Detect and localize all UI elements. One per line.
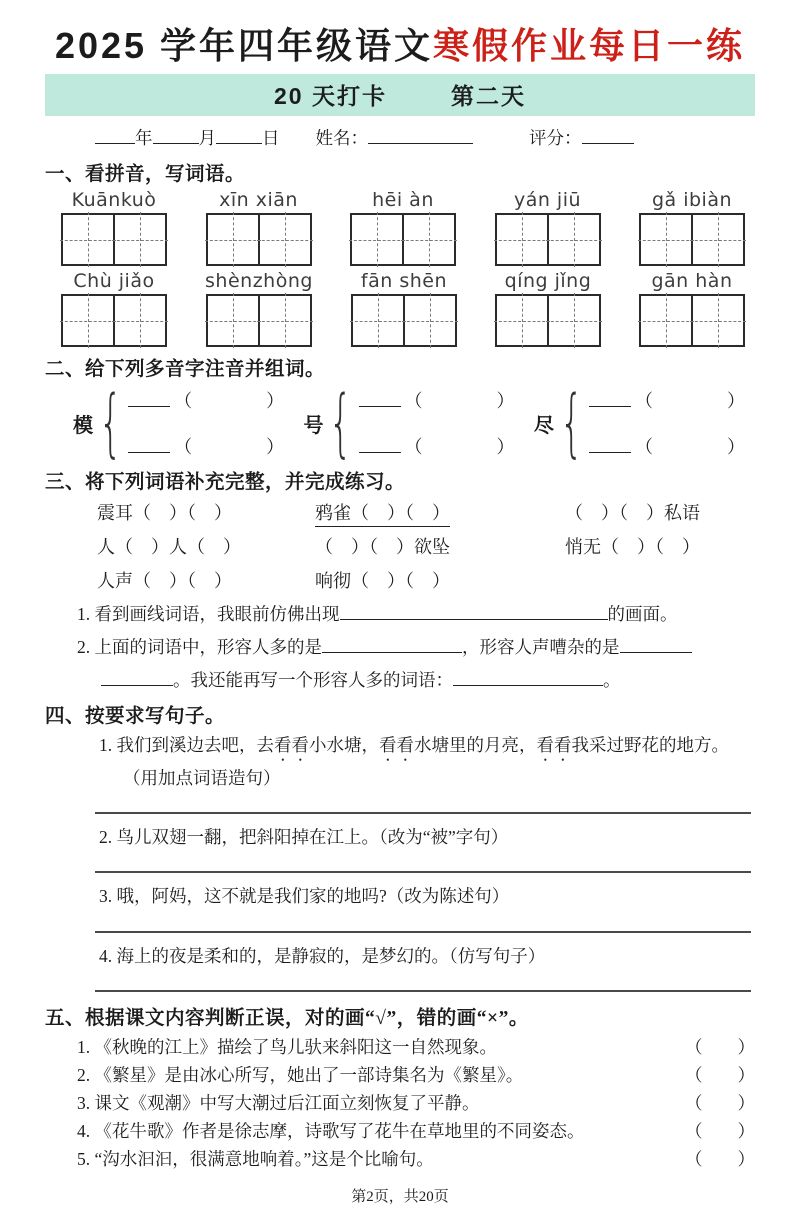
- writing-grid: [206, 213, 312, 266]
- sentence-item-4: 4. 海上的夜是柔和的，是静寂的，是梦幻的。（仿写句子）: [99, 945, 546, 966]
- phrase: （ ）（ ）欲坠: [315, 537, 450, 558]
- section4-heading: 四、按要求写句子。: [45, 706, 226, 728]
- banner-day-label: 第二天: [450, 83, 526, 110]
- answer-blank: [620, 637, 692, 653]
- name-blank: [368, 128, 473, 144]
- polyphone-groups: [45, 384, 755, 460]
- paren-open: （: [635, 437, 653, 458]
- writing-grid: [639, 213, 745, 266]
- answer-line: [95, 871, 751, 873]
- answer-blank: [453, 670, 603, 686]
- polyphone-group: [534, 386, 745, 460]
- paren-open: （: [635, 391, 653, 412]
- word-block: [206, 189, 312, 266]
- brace-icon: [99, 386, 123, 460]
- judgement-item-2: 2. 《繁星》是由冰心所写，她出了一部诗集名为《繁星》。 （ ）: [45, 1061, 755, 1089]
- day-banner: [45, 74, 755, 116]
- pinyin-label: Kuānkuò: [71, 189, 157, 212]
- judgement-item-4: 4. 《花牛歌》作者是徐志摩，诗歌写了花牛在草地里的不同姿态。 （ ）: [45, 1117, 755, 1145]
- pinyin-label: hēi àn: [372, 189, 434, 212]
- sentence-item-1: 1. 我们到溪边去吧，去看看小水塘，看看水塘里的月亮，看看我采过野花的地方。（用加点词语造句）: [99, 735, 729, 789]
- polyphone-group: [73, 386, 284, 460]
- title-text-black: 2025 学年四年级语文: [54, 25, 434, 66]
- phrase-underlined: 鸦雀（ ）（ ）: [315, 499, 565, 525]
- polyphone-answer-row: [359, 387, 515, 413]
- phrase: 响彻（ ）（ ）: [315, 571, 450, 592]
- phrase: 震耳（ ）（ ）: [97, 503, 232, 524]
- title-text-red: 寒假作业每日一练: [433, 25, 746, 66]
- pinyin-label: gǎ ibiàn: [651, 189, 733, 212]
- paren-close: ）: [727, 437, 745, 458]
- phrase: 悄无（ ）（ ）: [565, 537, 700, 558]
- paren-close: ）: [727, 391, 745, 412]
- section3-heading: 三、将下列词语补充完整，并完成练习。: [45, 472, 406, 494]
- pinyin-row-1: [45, 189, 755, 266]
- paren-open: （: [174, 437, 193, 458]
- pinyin-blank: [128, 437, 170, 453]
- word-block: [205, 270, 313, 347]
- answer-line: [95, 931, 751, 933]
- paren-close: ）: [496, 437, 515, 458]
- question-2-line2: 。我还能再写一个形容人多的词语： 。: [45, 666, 755, 694]
- polyphone-answer-row: [128, 433, 284, 459]
- page-title: [45, 24, 755, 67]
- score-label: 评分：: [529, 128, 582, 149]
- writing-grid: [495, 213, 601, 266]
- polyphone-answer-row: [589, 433, 745, 459]
- emphasized-word: 看看: [379, 735, 414, 756]
- judgement-paren: （ ）: [685, 1064, 755, 1085]
- paren-close: ）: [266, 391, 285, 412]
- pinyin-label: fān shēn: [360, 270, 447, 293]
- word-block: [639, 189, 745, 266]
- polyphone-char: 尽: [533, 414, 554, 437]
- polyphone-char: 模: [73, 414, 93, 437]
- answer-blank: [340, 604, 608, 620]
- judgement-paren: （ ）: [685, 1120, 755, 1141]
- brace-icon: [329, 386, 353, 460]
- brace-icon: [560, 386, 584, 460]
- question-2-line1: 2. 上面的词语中，形容人多的是 ，形容人声嘈杂的是: [45, 633, 755, 661]
- answer-line: [95, 990, 751, 992]
- polyphone-group: [303, 386, 514, 460]
- paren-close: ）: [266, 437, 285, 458]
- sentence-item-2: 2. 鸟儿双翅一翻，把斜阳掉在江上。（改为“被”字句）: [99, 827, 509, 848]
- pinyin-blank: [589, 391, 631, 407]
- sentence-item-3: 3. 哦，阿妈，这不就是我们家的地吗?（改为陈述句）: [99, 886, 510, 907]
- phrase: （ ）（ ）私语: [565, 503, 700, 524]
- polyphone-answer-row: [128, 387, 284, 413]
- paren-open: （: [404, 391, 423, 412]
- answer-line: [95, 812, 751, 814]
- paren-open: （: [174, 391, 193, 412]
- name-label: 姓名：: [315, 128, 368, 149]
- paren-open: （: [404, 437, 423, 458]
- day-blank: [216, 128, 262, 144]
- judgement-item-3: 3. 课文《观潮》中写大潮过后江面立刻恢复了平静。 （ ）: [45, 1089, 755, 1117]
- day-label: 日: [262, 128, 280, 149]
- pinyin-blank: [359, 391, 401, 407]
- pinyin-label: Chù jiǎo: [73, 270, 155, 293]
- phrase: 人声（ ）（ ）: [97, 571, 232, 592]
- judgement-paren: （ ）: [685, 1092, 755, 1113]
- word-block: [495, 189, 601, 266]
- banner-checkin-label: 20 天打卡: [274, 83, 387, 110]
- writing-grid: [205, 294, 313, 347]
- paren-close: ）: [496, 391, 515, 412]
- judgement-paren: （ ）: [685, 1148, 755, 1169]
- month-blank: [153, 128, 199, 144]
- section1-heading: 一、看拼音，写词语。: [45, 164, 246, 186]
- word-block: [61, 270, 167, 347]
- pinyin-label: qíng jǐng: [504, 270, 592, 293]
- writing-grid: [61, 294, 167, 347]
- page-number: 第2页，共20页: [351, 1188, 449, 1205]
- word-block: [61, 189, 167, 266]
- pinyin-label: shènzhòng: [205, 270, 313, 293]
- answer-blank: [322, 637, 462, 653]
- writing-grid: [351, 294, 457, 347]
- polyphone-char: 号: [303, 414, 324, 437]
- pinyin-blank: [128, 391, 170, 407]
- judgement-item-1: 1. 《秋晚的江上》描绘了鸟儿驮来斜阳这一自然现象。 （ ）: [45, 1033, 755, 1061]
- word-block: [350, 189, 456, 266]
- writing-grid: [350, 213, 456, 266]
- score-blank: [582, 128, 634, 144]
- polyphone-answer-row: [359, 433, 515, 459]
- writing-grid: [639, 294, 745, 347]
- pinyin-blank: [359, 437, 401, 453]
- date-name-score-line: [45, 125, 755, 150]
- section5-heading: 五、根据课文内容判断正误，对的画“√”，错的画“×”。: [45, 1007, 529, 1029]
- month-label: 月: [198, 128, 216, 149]
- answer-blank: [101, 670, 173, 686]
- writing-grid: [495, 294, 601, 347]
- question-1: 1. 看到画线词语，我眼前仿佛出现 的画面。: [77, 604, 678, 625]
- word-block: [639, 270, 745, 347]
- emphasized-word: 看看: [536, 735, 572, 756]
- pinyin-label: yán jiū: [513, 189, 582, 212]
- emphasized-word: 看看: [274, 735, 309, 756]
- pinyin-blank: [589, 437, 631, 453]
- word-block: [351, 270, 457, 347]
- judgement-item-5: 5. “沟水汩汩，很满意地响着。”这是个比喻句。 （ ）: [45, 1145, 755, 1173]
- writing-grid: [61, 213, 167, 266]
- phrase: 人（ ）人（ ）: [97, 537, 241, 558]
- pinyin-label: xīn xiān: [219, 189, 298, 212]
- word-block: [495, 270, 601, 347]
- pinyin-row-2: [45, 270, 755, 347]
- polyphone-answer-row: [589, 387, 745, 413]
- year-label: 年: [135, 128, 153, 149]
- section2-heading: 二、给下列多音字注音并组词。: [45, 359, 326, 381]
- year-blank: [95, 128, 135, 144]
- fill-in-phrases: [45, 499, 755, 593]
- judgement-paren: （ ）: [685, 1036, 755, 1057]
- pinyin-label: gān hàn: [651, 270, 733, 293]
